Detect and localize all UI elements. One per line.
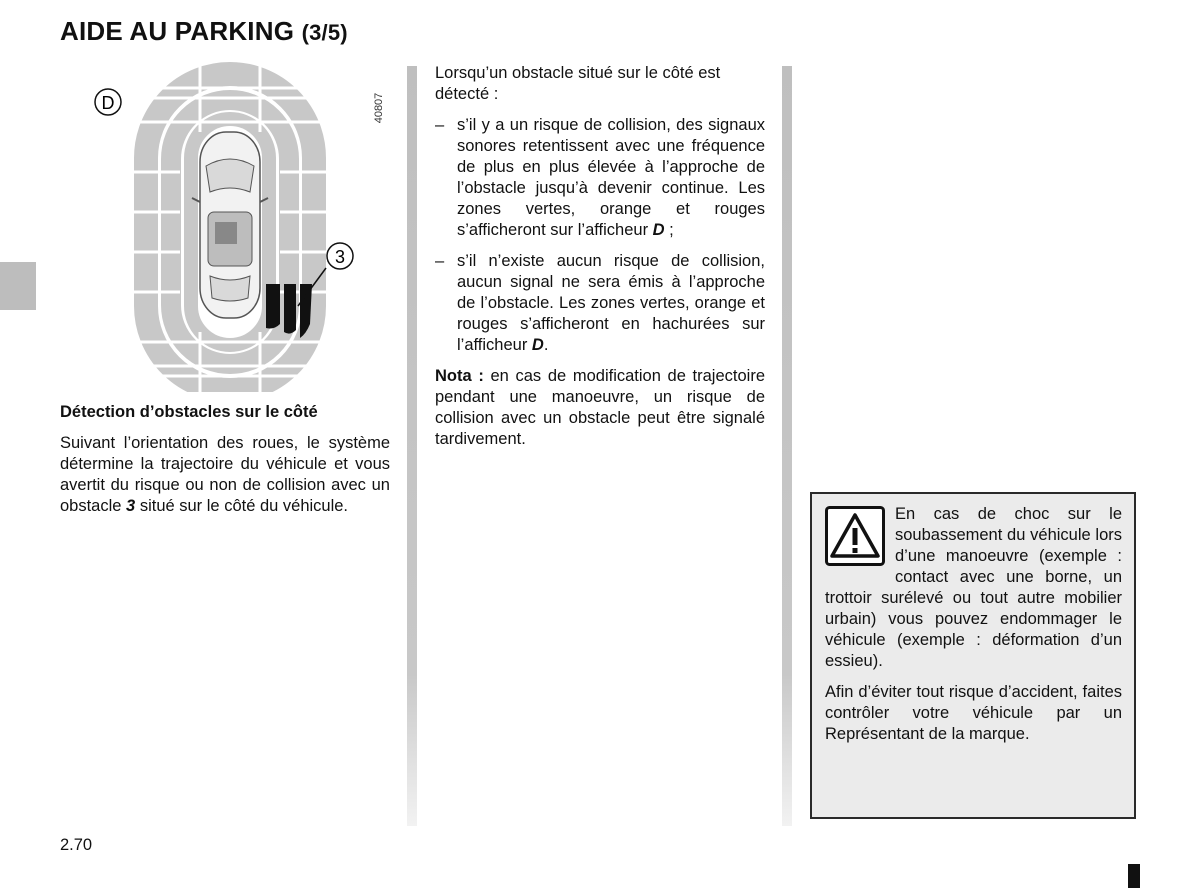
body-after: situé sur le côté du véhicule.	[135, 497, 349, 515]
bullet-dash: –	[435, 252, 445, 270]
bullet-text: s’il y a un risque de collision, des signaux sonores retentissent avec une fréquence de plus en plus élevée à l’approche de l’obstacle jusqu’à devenir continue. Les zones vertes, orange et rouges s’afficheront sur l’afficheur	[457, 116, 765, 239]
bullet-dash: –	[435, 116, 445, 134]
left-column	[60, 402, 390, 517]
page-title	[60, 16, 348, 47]
list-item	[435, 115, 765, 241]
title-subtitle: (3/5)	[301, 20, 348, 45]
bullet-list	[435, 115, 765, 356]
parking-display-diagram	[60, 62, 400, 392]
bullet-text: s’il n’existe aucun risque de collision, aucun signal ne sera émis à l’approche de l’obstacle. Les zones vertes, orange et rouges s’afficheront en hachurées sur l’afficheur	[457, 252, 765, 354]
list-item	[435, 251, 765, 356]
nota-label: Nota :	[435, 367, 484, 385]
bullet-ref-d: D	[652, 221, 665, 239]
column-divider-left	[407, 66, 417, 826]
callout-3: 3	[334, 247, 346, 267]
bullet-end: ;	[664, 221, 674, 239]
label-d: D	[101, 93, 115, 113]
section-body	[60, 433, 390, 517]
warning-paragraph-2: Afin d’éviter tout risque d’accident, faites contrôler votre véhicule par un Représentant de la marque.	[825, 683, 1122, 743]
chapter-tab	[0, 262, 36, 310]
bullet-end: .	[543, 336, 549, 354]
bullet-ref-d: D	[531, 336, 544, 354]
figure-code: 40807	[373, 92, 385, 124]
intro-text: Lorsqu’un obstacle situé sur le côté est détecté :	[435, 64, 721, 103]
car-top-view	[192, 132, 268, 318]
warning-triangle-icon	[825, 506, 885, 566]
parking-display-figure	[60, 62, 400, 392]
nota-text: en cas de modification de trajectoire pendant une manoeuvre, un risque de collision avec un obstacle peut être signalé tardivement.	[435, 367, 765, 448]
page-number: 2.70	[60, 836, 93, 854]
body-ref-3: 3	[126, 497, 136, 515]
warning-paragraph-1: En cas de choc sur le soubassement du véhicule lors d’une manoeuvre (exemple : contact avec une borne, un trottoir surélevé ou tout autre mobilier urbain) vous pouvez endommager le véhicule (exemple : déformation d’un essieu).	[825, 505, 1122, 670]
middle-column	[435, 63, 765, 450]
active-zone-middle	[284, 284, 296, 334]
active-zone-inner	[266, 284, 280, 329]
column-divider-right	[782, 66, 792, 826]
title-main: AIDE AU PARKING	[60, 16, 295, 46]
section-heading: Détection d’obstacles sur le côté	[60, 403, 318, 421]
nota-paragraph	[435, 366, 765, 450]
warning-box	[810, 492, 1136, 819]
body-before: Suivant l’orientation des roues, le système détermine la trajectoire du véhicule et vous avertit du risque ou non de collision avec un obstacle	[60, 434, 390, 515]
page-corner-mark	[1128, 864, 1140, 888]
